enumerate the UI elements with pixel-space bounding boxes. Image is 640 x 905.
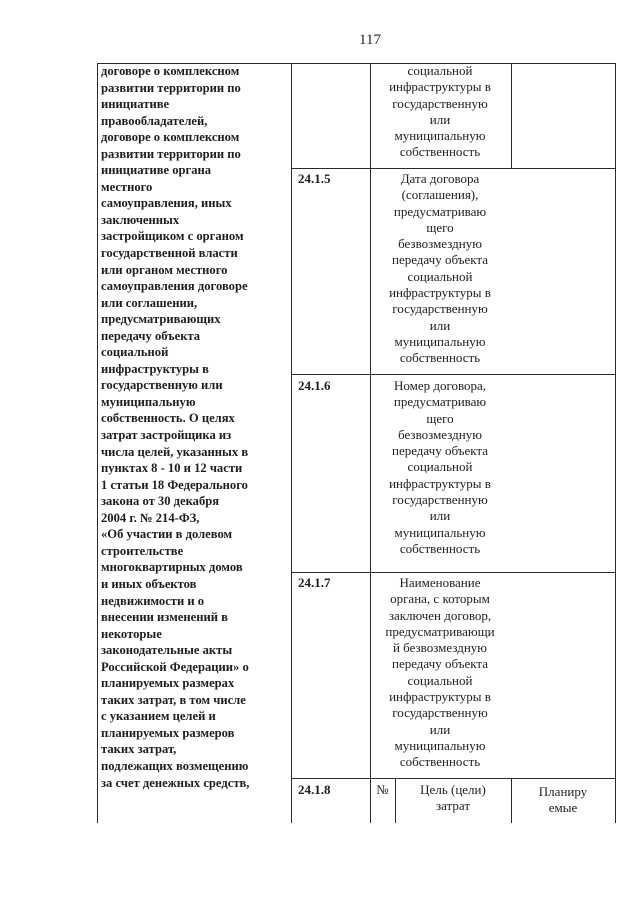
row-code: 24.1.6 — [298, 378, 331, 393]
purpose-header: Цель (цели) затрат — [420, 782, 486, 813]
row-divider — [291, 572, 616, 573]
page-number: 117 — [359, 32, 381, 48]
row-code: 24.1.8 — [298, 782, 331, 797]
table-right-border — [615, 63, 616, 823]
column-divider — [511, 63, 512, 168]
row-description: социальной инфраструктуры в государственную или муниципальную собственность — [389, 63, 491, 160]
document-table — [97, 63, 616, 823]
planned-header: Планиру емые — [538, 784, 588, 815]
table-left-border — [97, 63, 98, 823]
row-code: 24.1.7 — [298, 575, 331, 590]
row-divider — [291, 374, 616, 375]
row-description: Дата договора (соглашения), предусматриваю щего безвозмездную передачу объекта социальной инфраструктуры в государственную или муниципальную собственность — [389, 171, 491, 366]
row-code: 24.1.5 — [298, 171, 331, 186]
row-description: Номер договора, предусматриваю щего безвозмездную передачу объекта социальной инфраструктуры в государственную или муниципальную собственность — [389, 378, 491, 556]
row-description: Наименование органа, с которым заключен договор, предусматривающи й безвозмездную передачу объекта социальной инфраструктуры в государственную или муниципальную собственность — [385, 575, 495, 770]
column-divider — [370, 63, 371, 823]
number-sign-header: № — [376, 782, 389, 797]
column-divider — [291, 63, 292, 823]
row-divider — [291, 168, 616, 169]
row-divider — [291, 778, 616, 779]
left-column-text: договоре о комплексном развитии территории по инициативе правообладателей, договоре о комплексном развитии территории по инициативе органа местного самоуправления, иных заключенных застройщиком с органом государственной власти или органом местного самоуправления договоре или соглашении, предусматривающих передачу объекта социальной инфраструктуры в государственную или муниципальную собственность. О целях затрат застройщика из числа целей, указанных в пунктах 8 - 10 и 12 части 1 статьи 18 Федерального закона от 30 декабря 2004 г. № 214-ФЗ, «Об участии в долевом строительстве многоквартирных домов и иных объектов недвижимости и о внесении изменений в некоторые законодательные акты Российской Федерации» о планируемых размерах таких затрат, в том числе с указанием целей и планируемых размеров таких затрат, подлежащих возмещению за счет денежных средств, — [101, 64, 250, 790]
